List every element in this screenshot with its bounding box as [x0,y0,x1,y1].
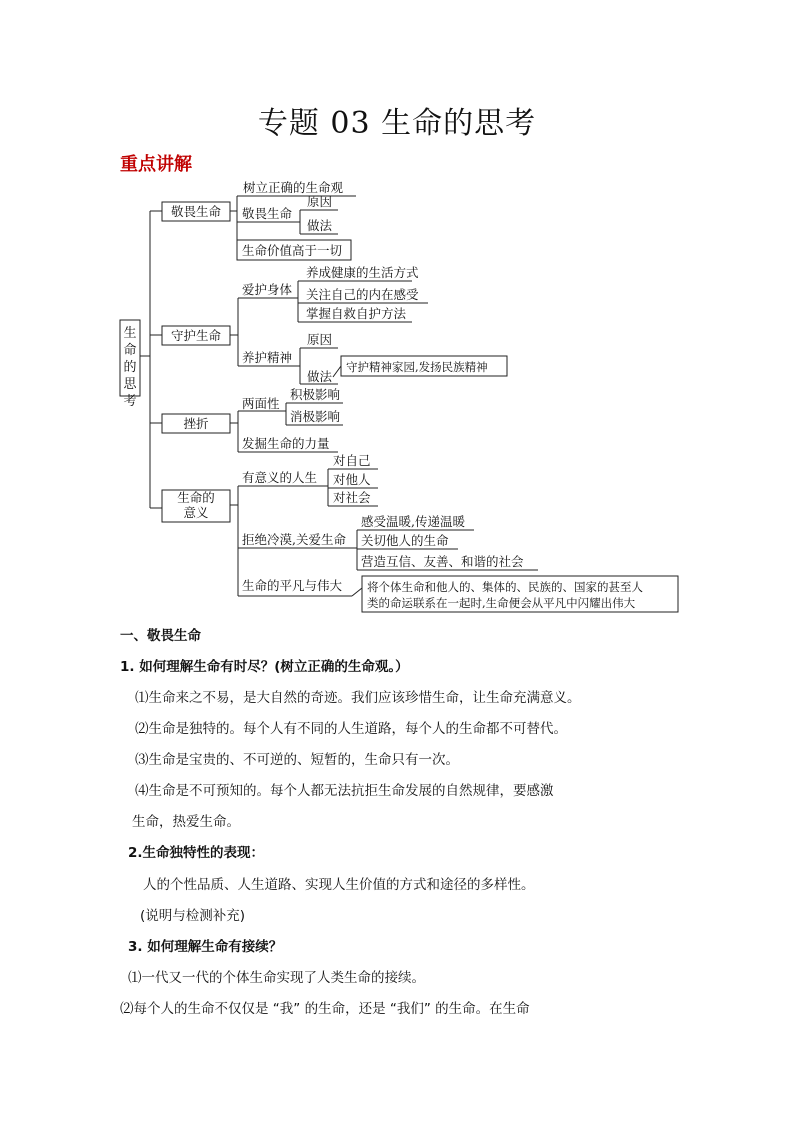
q3-answer-1: ⑴一代又一代的个体生命实现了人类生命的接续。 [128,970,425,986]
q1-answer-2: ⑵生命是独特的。每个人有不同的人生道路，每个人的生命都不可替代。 [135,721,567,737]
b3-group1: 两面性 [242,396,280,411]
page-title: 专题 03 生命的思考 [257,106,537,141]
root-char-5: 考 [123,394,137,409]
branch4-label-line1: 生命的 [177,490,215,505]
root-char-4: 思 [123,377,137,392]
b2-group1-item3: 掌握自救自护方法 [306,306,407,321]
question-2: 2.生命独特性的表现： [128,845,265,861]
q2-answer-1: 人的个性品质、人生道路、实现人生价值的方式和途径的多样性。 [143,877,535,893]
root-char-1: 生 [123,326,137,341]
b2-group2-note: 守护精神家园,发扬民族精神 [346,360,488,374]
b2-group1-item1: 养成健康的生活方式 [306,265,419,280]
b4-group3: 生命的平凡与伟大 [242,578,343,593]
b4-group3-note-line1: 将个体生命和他人的、集体的、民族的、国家的甚至人 [367,580,643,594]
q2-answer-2: (说明与检测补充) [140,908,246,924]
b2-group2: 养护精神 [242,350,293,365]
b2-group1: 爱护身体 [242,282,293,297]
q1-answer-4-line1: ⑷生命是不可预知的。每个人都无法抗拒生命发展的自然规律，要感激 [135,783,554,799]
q1-answer-4-line2: 生命，热爱生命。 [132,814,240,830]
b4-group2-item2: 关切他人的生命 [361,533,449,548]
root-label [123,325,137,409]
b4-group1: 有意义的人生 [242,470,318,485]
b4-group2: 拒绝冷漠,关爱生命 [242,532,346,547]
b1-item2-sub1: 原因 [307,194,333,209]
b2-group1-item2: 关注自己的内在感受 [306,287,419,302]
section-heading: 重点讲解 [120,154,192,175]
root-char-3: 的 [123,360,137,375]
question-3: 3. 如何理解生命有接续？ [128,939,283,955]
b1-item2: 敬畏生命 [242,206,293,221]
root-char-2: 命 [123,343,137,358]
branch2-label: 守护生命 [170,328,222,343]
b1-item3: 生命价值高于一切 [242,243,343,258]
q1-answer-1: ⑴生命来之不易，是大自然的奇迹。我们应该珍惜生命，让生命充满意义。 [135,690,581,706]
b1-item1: 树立正确的生命观 [243,180,344,195]
b3-group1-item2: 消极影响 [290,409,341,424]
b4-group1-item2: 对他人 [333,472,371,487]
q3-answer-2: ⑵每个人的生命不仅仅是 “我” 的生命，还是 “我们” 的生命。在生命 [120,1001,530,1017]
branch4-label-line2: 意义 [183,505,209,520]
branch1-label: 敬畏生命 [170,204,222,219]
b4-group3-note-line2: 类的命运联系在一起时,生命便会从平凡中闪耀出伟大 [367,596,636,610]
b4-group1-item3: 对社会 [333,490,371,505]
b3-group1-item1: 积极影响 [290,387,341,402]
b1-item2-sub2: 做法 [307,218,333,233]
q1-answer-3: ⑶生命是宝贵的、不可逆的、短暂的，生命只有一次。 [135,752,459,768]
b4-group1-item1: 对自己 [333,453,371,468]
b2-group2-sub1: 原因 [307,332,333,347]
branch3-label: 挫折 [183,416,209,431]
b4-group2-item3: 营造互信、友善、和谐的社会 [361,554,524,569]
b4-group2-item1: 感受温暖,传递温暖 [361,514,465,529]
b3-item2: 发掘生命的力量 [242,436,330,451]
question-1: 1. 如何理解生命有时尽？(树立正确的生命观。） [120,659,409,675]
part1-heading: 一、敬畏生命 [120,628,201,644]
b2-group2-sub2: 做法 [307,369,333,384]
